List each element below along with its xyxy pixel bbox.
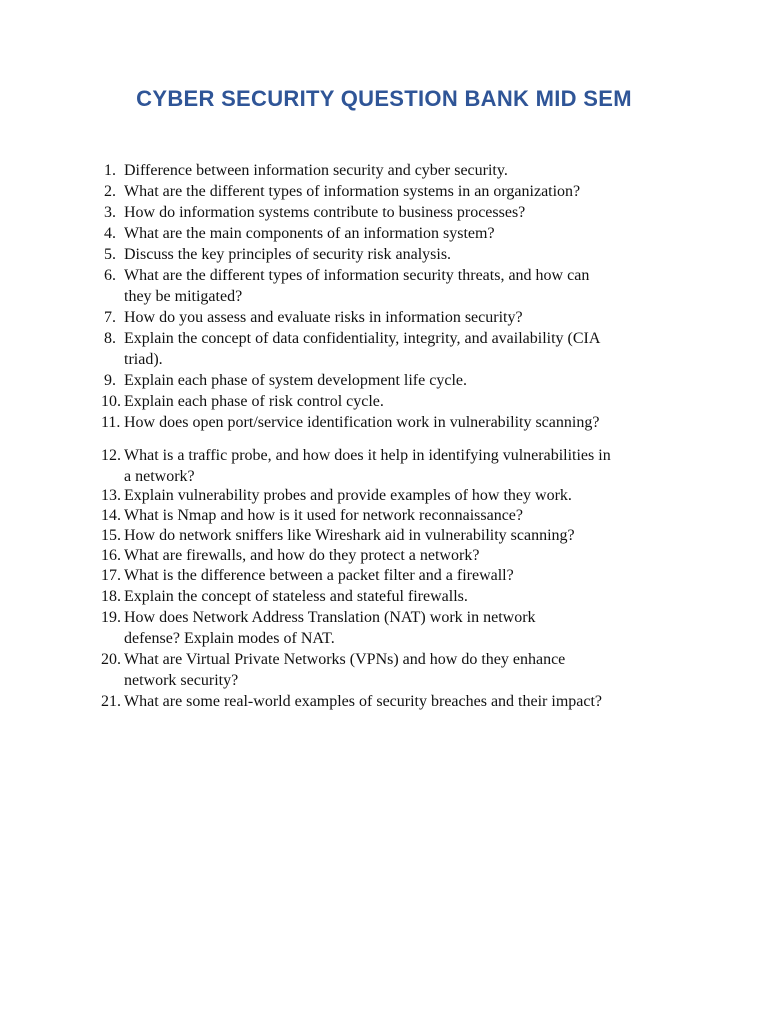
question-text — [124, 370, 684, 391]
question-text — [124, 525, 684, 546]
question-text — [124, 223, 684, 244]
question-text-line: defense? Explain modes of NAT. — [124, 630, 335, 647]
question-text — [124, 265, 684, 307]
question-number: 2. — [104, 183, 116, 200]
question-text — [124, 607, 684, 649]
question-text-line: What is a traffic probe, and how does it help in identifying vulnerabilities in — [124, 447, 611, 464]
question-number: 14. — [101, 507, 121, 524]
question-text — [124, 244, 684, 265]
question-text — [124, 445, 684, 487]
question-text-line: What are the main components of an information system? — [124, 225, 495, 242]
question-text-line: What is Nmap and how is it used for network reconnaissance? — [124, 507, 523, 524]
question-text — [124, 505, 684, 526]
question-text — [124, 160, 684, 181]
question-number: 11. — [101, 414, 121, 431]
question-text-line: What is the difference between a packet filter and a firewall? — [124, 567, 514, 584]
question-text — [124, 586, 684, 607]
question-text-line: What are the different types of information security threats, and how can — [124, 267, 590, 284]
question-number: 20. — [101, 651, 121, 668]
question-text — [124, 391, 684, 412]
question-text-line: What are some real-world examples of security breaches and their impact? — [124, 693, 603, 710]
document-title: CYBER SECURITY QUESTION BANK MID SEM — [136, 86, 632, 111]
question-number: 18. — [101, 588, 121, 605]
question-text-line: Explain vulnerability probes and provide examples of how they work. — [124, 487, 572, 504]
question-text-line: What are the different types of information systems in an organization? — [124, 183, 581, 200]
question-text-line: they be mitigated? — [124, 288, 243, 305]
question-number: 12. — [101, 447, 121, 464]
question-text-line: What are Virtual Private Networks (VPNs) and how do they enhance — [124, 651, 566, 668]
question-number: 13. — [101, 487, 121, 504]
question-text — [124, 181, 684, 202]
question-text-line: triad). — [124, 351, 163, 368]
question-text-line: Explain each phase of risk control cycle. — [124, 393, 384, 410]
question-number: 21. — [101, 693, 121, 710]
question-number: 5. — [104, 246, 116, 263]
question-text — [124, 485, 684, 506]
question-text-line: Difference between information security and cyber security. — [124, 162, 508, 179]
question-text-line: Explain the concept of data confidentiality, integrity, and availability (CIA — [124, 330, 601, 347]
question-number: 10. — [101, 393, 121, 410]
question-text — [124, 307, 684, 328]
question-text-line: Discuss the key principles of security risk analysis. — [124, 246, 452, 263]
question-text-line: How do network sniffers like Wireshark aid in vulnerability scanning? — [124, 527, 575, 544]
question-text-line: How do you assess and evaluate risks in information security? — [124, 309, 523, 326]
question-number: 1. — [104, 162, 116, 179]
question-number: 17. — [101, 567, 121, 584]
question-text-line: How does open port/service identification work in vulnerability scanning? — [124, 414, 600, 431]
question-number: 3. — [104, 204, 116, 221]
question-text — [124, 545, 684, 566]
question-text-line: Explain each phase of system development life cycle. — [124, 372, 467, 389]
question-number: 15. — [101, 527, 121, 544]
question-text — [124, 691, 684, 712]
question-text — [124, 565, 684, 586]
question-text-line: a network? — [124, 468, 195, 485]
question-text-line: How does Network Address Translation (NAT) work in network — [124, 609, 536, 626]
question-text-line: How do information systems contribute to business processes? — [124, 204, 526, 221]
question-text — [124, 202, 684, 223]
question-text — [124, 649, 684, 691]
question-text — [124, 412, 684, 433]
question-text-line: What are firewalls, and how do they protect a network? — [124, 547, 480, 564]
question-number: 9. — [104, 372, 116, 389]
question-number: 16. — [101, 547, 121, 564]
question-number: 7. — [104, 309, 116, 326]
question-number: 8. — [104, 330, 116, 347]
question-text-line: network security? — [124, 672, 239, 689]
question-text — [124, 328, 684, 370]
question-number: 19. — [101, 609, 121, 626]
question-number: 6. — [104, 267, 116, 284]
question-number: 4. — [104, 225, 116, 242]
question-text-line: Explain the concept of stateless and stateful firewalls. — [124, 588, 468, 605]
